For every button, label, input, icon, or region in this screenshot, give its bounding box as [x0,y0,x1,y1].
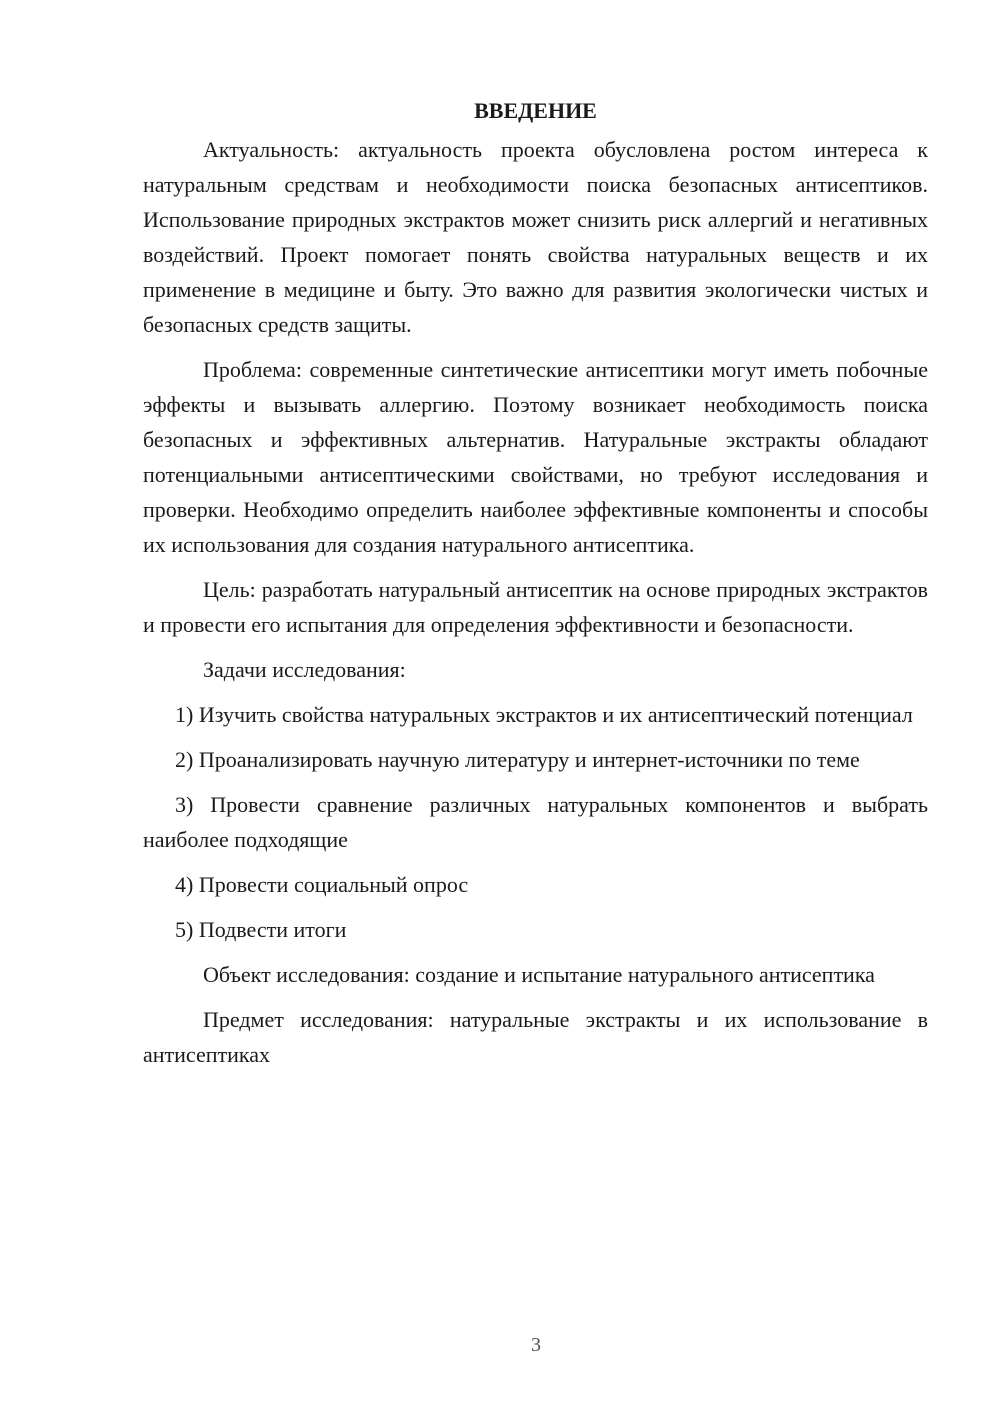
tasks-title: Задачи исследования: [203,657,406,682]
page-number: 3 [531,1334,541,1356]
section-heading: ВВЕДЕНИЕ [474,98,597,123]
goal-paragraph: Цель: разработать натуральный антисептик на основе природных экстрактов и провести его испытания для определения эффективности и безопасности. [143,577,928,637]
subject-paragraph: Предмет исследования: натуральные экстракты и их использование в антисептиках [143,1007,928,1067]
relevance-paragraph: Актуальность: актуальность проекта обусловлена ростом интереса к натуральным средствам и необходимости поиска безопасных антисептиков. Использование природных экстрактов может снизить риск аллергий и негативных воздействий. Проект помогает понять свойства натуральных веществ и их применение в медицине и быту. Это важно для развития экологически чистых и безопасных средств защиты. [143,137,928,337]
tasks-list [143,697,928,947]
problem-paragraph: Проблема: современные синтетические антисептики могут иметь побочные эффекты и вызывать аллергию. Поэтому возникает необходимость поиска безопасных и эффективных альтернатив. Натуральные экстракты обладают потенциальными антисептическими свойствами, но требуют исследования и проверки. Необходимо определить наиболее эффективные компоненты и способы их использования для создания натурального антисептика. [143,357,928,557]
list-item: 2) Проанализировать научную литературу и интернет-источники по теме [175,747,860,772]
list-item: 4) Провести социальный опрос [175,872,469,897]
list-item: 1) Изучить свойства натуральных экстрактов и их антисептический потенциал [175,702,913,727]
document-page [143,96,928,1082]
object-paragraph: Объект исследования: создание и испытание натурального антисептика [203,962,875,987]
list-item: 3) Провести сравнение различных натуральных компонентов и выбрать наиболее подходящие [143,792,928,852]
list-item: 5) Подвести итоги [175,917,347,942]
